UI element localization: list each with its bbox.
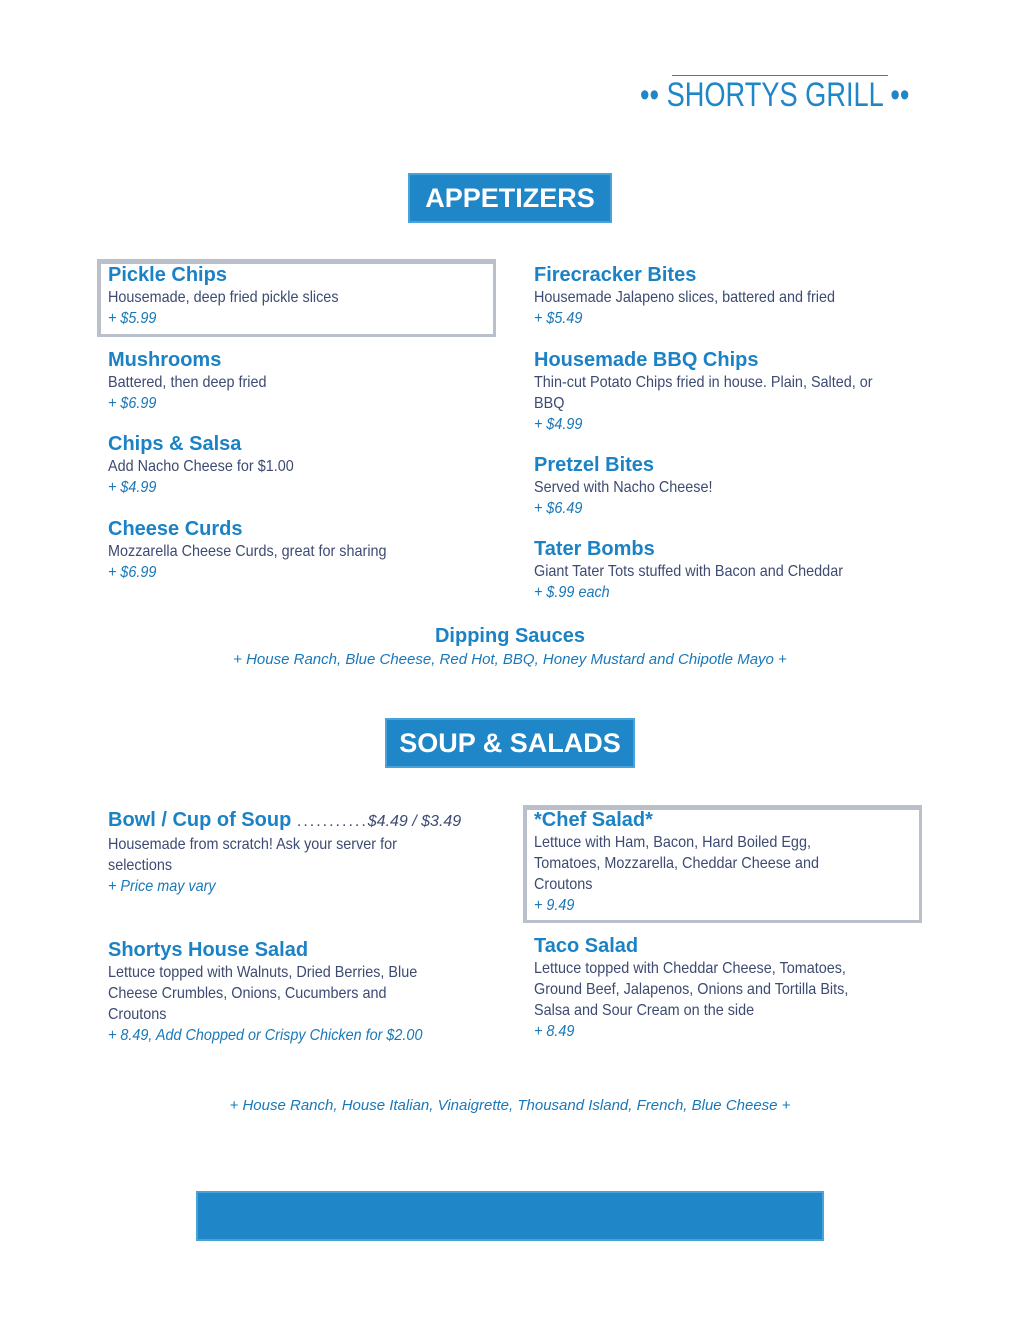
- item-desc: Thin-cut Potato Chips fried in house. Plain, Salted, or BBQ: [534, 374, 873, 412]
- menu-item: [108, 348, 498, 414]
- item-desc: Add Nacho Cheese for $1.00: [108, 458, 294, 475]
- brand-name: SHORTYS GRILL: [666, 76, 883, 114]
- dots-icon: ••: [890, 76, 910, 114]
- item-price: + $5.49: [534, 310, 583, 327]
- item-price: + $4.99: [534, 416, 583, 433]
- item-name: Chips & Salsa: [108, 433, 242, 455]
- item-desc: Battered, then deep fried: [108, 374, 267, 391]
- item-name: Shortys House Salad: [108, 939, 309, 961]
- brand-title: [640, 76, 910, 115]
- item-desc: Mozzarella Cheese Curds, great for sharing: [108, 543, 387, 560]
- item-price: + 8.49: [534, 1023, 575, 1040]
- sauces-list: + House Ranch, Blue Cheese, Red Hot, BBQ, Honey Mustard and Chipotle Mayo +: [233, 651, 787, 668]
- item-desc: Housemade, deep fried pickle slices: [108, 289, 339, 306]
- item-desc: Lettuce topped with Walnuts, Dried Berries, Blue Cheese Crumbles, Onions, Cucumbers and Croutons: [108, 964, 418, 1023]
- dots-icon: ••: [640, 76, 660, 114]
- item-price: + $6.99: [108, 395, 157, 412]
- leader-dots: ...........: [296, 813, 368, 830]
- item-desc: Served with Nacho Cheese!: [534, 479, 713, 496]
- menu-item: [108, 432, 498, 498]
- item-name: Bowl / Cup of Soup: [108, 809, 292, 831]
- item-desc: Housemade from scratch! Ask your server for selections: [108, 836, 397, 874]
- item-name: Taco Salad: [534, 935, 639, 957]
- item-desc: Housemade Jalapeno slices, battered and fried: [534, 289, 835, 306]
- item-price: + $6.49: [534, 500, 583, 517]
- menu-item: [534, 808, 924, 916]
- phone-text: PHONE 517-890-6090 OR 517-890-6091: [232, 1293, 788, 1320]
- sauces-title: Dipping Sauces: [434, 625, 586, 647]
- soups-banner: [387, 720, 633, 766]
- appetizers-banner: [410, 175, 610, 221]
- menu-item: [534, 453, 924, 519]
- item-name-row: [108, 808, 508, 834]
- item-price: + $6.99: [108, 564, 157, 581]
- item-name: Pretzel Bites: [534, 454, 655, 476]
- item-price: + Price may vary: [108, 878, 216, 895]
- item-name: Cheese Curds: [108, 518, 243, 540]
- menu-item: [108, 517, 498, 583]
- item-price: + $4.99: [108, 479, 157, 496]
- menu-item: [534, 934, 924, 1042]
- menu-item: [534, 537, 924, 603]
- item-name: Housemade BBQ Chips: [534, 349, 759, 371]
- menu-item: [534, 348, 924, 435]
- item-price: + 9.49: [534, 897, 575, 914]
- dressings-list: + House Ranch, House Italian, Vinaigrette, Thousand Island, French, Blue Cheese +: [229, 1097, 791, 1114]
- section-title: SOUP & SALADS: [399, 728, 621, 758]
- item-name: Mushrooms: [108, 349, 222, 371]
- menu-item: [108, 808, 508, 897]
- item-desc: Giant Tater Tots stuffed with Bacon and Cheddar: [534, 563, 843, 580]
- item-desc: Lettuce topped with Cheddar Cheese, Tomatoes, Ground Beef, Jalapenos, Onions and Tortilla Bits, Salsa and Sour Cream on the side: [534, 960, 849, 1019]
- menu-item: [108, 938, 498, 1046]
- item-price: + $5.99: [108, 310, 157, 327]
- phone-banner: [198, 1193, 822, 1320]
- menu-item: [534, 263, 924, 329]
- item-desc: Lettuce with Ham, Bacon, Hard Boiled Egg, Tomatoes, Mozzarella, Cheddar Cheese and Croutons: [534, 834, 819, 893]
- item-name: Pickle Chips: [108, 264, 227, 286]
- item-price: + $.99 each: [534, 584, 610, 601]
- item-name: Firecracker Bites: [534, 264, 697, 286]
- section-title: APPETIZERS: [425, 183, 595, 213]
- item-name: *Chef Salad*: [534, 809, 653, 831]
- item-name: Tater Bombs: [534, 538, 655, 560]
- item-price: + 8.49, Add Chopped or Crispy Chicken for $2.00: [108, 1027, 423, 1044]
- inline-price: $4.49 / $3.49: [367, 813, 462, 830]
- menu-item: [108, 263, 498, 329]
